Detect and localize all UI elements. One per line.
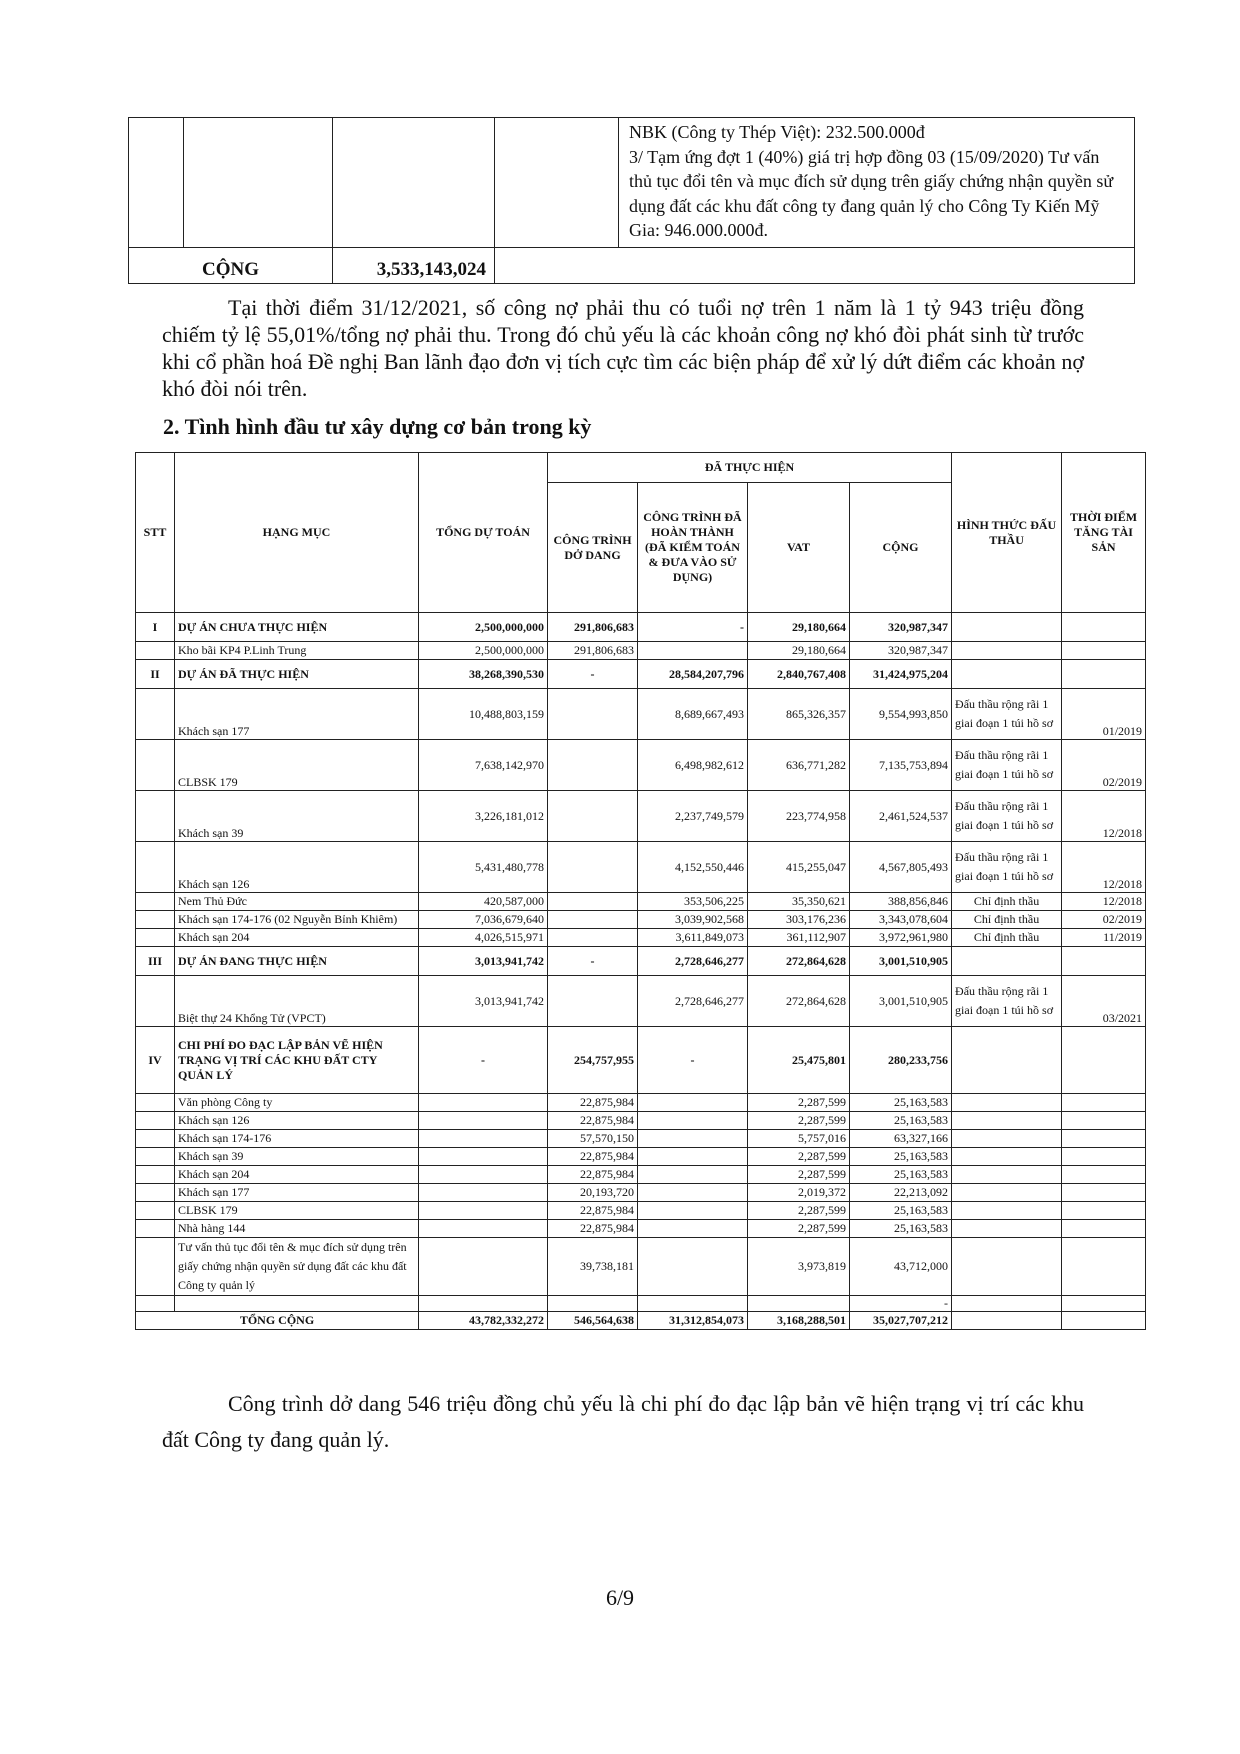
row-date: 01/2019 <box>1062 689 1146 740</box>
row-vat: 272,864,628 <box>748 976 850 1027</box>
group-total: 3,001,510,905 <box>850 947 952 976</box>
total-label: CỘNG <box>129 247 333 283</box>
row-name: Khách sạn 204 <box>175 929 419 947</box>
group-name: DỰ ÁN CHƯA THỰC HIỆN <box>175 613 419 642</box>
group-name: DỰ ÁN ĐANG THỰC HIỆN <box>175 947 419 976</box>
row-vat: 2,287,599 <box>748 1112 850 1130</box>
row-completed: 3,611,849,073 <box>638 929 748 947</box>
row-completed: 2,728,646,277 <box>638 976 748 1027</box>
row-name: CLBSK 179 <box>175 1202 419 1220</box>
row-total: 3,001,510,905 <box>850 976 952 1027</box>
group-vat: 29,180,664 <box>748 613 850 642</box>
header-stt: STT <box>136 453 175 613</box>
row-name: Nhà hàng 144 <box>175 1220 419 1238</box>
row-wip: 22,875,984 <box>548 1148 638 1166</box>
row-name: Biệt thự 24 Khổng Tử (VPCT) <box>175 976 419 1027</box>
row-completed: 2,237,749,579 <box>638 791 748 842</box>
row-estimate: 7,036,679,640 <box>419 911 548 929</box>
row-date: 12/2018 <box>1062 842 1146 893</box>
row-total: 4,567,805,493 <box>850 842 952 893</box>
row-total: 320,987,347 <box>850 642 952 660</box>
table-row <box>136 976 1146 1027</box>
group-vat: 25,475,801 <box>748 1027 850 1094</box>
grand-total-wip: 546,564,638 <box>548 1312 638 1330</box>
row-total: 9,554,993,850 <box>850 689 952 740</box>
table-row <box>136 1112 1146 1130</box>
group-estimate: 2,500,000,000 <box>419 613 548 642</box>
row-name: CLBSK 179 <box>175 740 419 791</box>
row-total: 43,712,000 <box>850 1238 952 1296</box>
row-vat: 2,287,599 <box>748 1148 850 1166</box>
group-total: 320,987,347 <box>850 613 952 642</box>
row-completed: 6,498,982,612 <box>638 740 748 791</box>
row-estimate: 3,226,181,012 <box>419 791 548 842</box>
group-row-i <box>136 613 1146 642</box>
receivables-paragraph: Tại thời điểm 31/12/2021, số công nợ phải thu có tuổi nợ trên 1 năm là 1 tỷ 943 triệu đồng chiếm tỷ lệ 55,01%/tổng nợ phải thu. Trong đó chủ yếu là các khoản công nợ khó đòi phát sinh từ trước khi cổ phần hoá Đề nghị Ban lãnh đạo đơn vị tích cực tìm các biện pháp để xử lý dứt điểm các khoản nợ khó đòi nói trên. <box>162 295 1084 401</box>
table-row <box>136 1148 1146 1166</box>
receivables-table-continuation <box>128 117 1135 284</box>
row-estimate: 7,638,142,970 <box>419 740 548 791</box>
receivables-note <box>619 118 1135 248</box>
table-header-row <box>136 453 1146 483</box>
row-name: Khách sạn 126 <box>175 842 419 893</box>
row-method: Chỉ định thầu <box>952 911 1062 929</box>
row-name: Khách sạn 204 <box>175 1166 419 1184</box>
row-total: 7,135,753,894 <box>850 740 952 791</box>
row-name: Khách sạn 39 <box>175 1148 419 1166</box>
group-completed: - <box>638 1027 748 1094</box>
row-total: 25,163,583 <box>850 1112 952 1130</box>
group-stt: IV <box>136 1027 175 1094</box>
group-name: CHI PHÍ ĐO ĐẠC LẬP BẢN VẼ HIỆN TRẠNG VỊ TRÍ CÁC KHU ĐẤT CTY QUẢN LÝ <box>175 1027 419 1094</box>
row-wip: 22,875,984 <box>548 1202 638 1220</box>
group-estimate: - <box>419 1027 548 1094</box>
total-amount: 3,533,143,024 <box>333 247 495 283</box>
row-total: 388,856,846 <box>850 893 952 911</box>
row-total: 22,213,092 <box>850 1184 952 1202</box>
group-row-iii <box>136 947 1146 976</box>
row-estimate: 10,488,803,159 <box>419 689 548 740</box>
row-wip: 22,875,984 <box>548 1220 638 1238</box>
row-estimate: 420,587,000 <box>419 893 548 911</box>
row-date: 02/2019 <box>1062 740 1146 791</box>
row-vat: 35,350,621 <box>748 893 850 911</box>
row-method: Đấu thầu rộng rãi 1 giai đoạn 1 túi hồ sơ <box>952 791 1062 842</box>
row-total: 63,327,166 <box>850 1130 952 1148</box>
table-row-total <box>129 247 1135 283</box>
row-method: Đấu thầu rộng rãi 1 giai đoạn 1 túi hồ sơ <box>952 842 1062 893</box>
row-vat: 2,287,599 <box>748 1220 850 1238</box>
table-row <box>136 642 1146 660</box>
header-wip: CÔNG TRÌNH DỞ DANG <box>548 483 638 613</box>
header-total: CỘNG <box>850 483 952 613</box>
group-completed: 2,728,646,277 <box>638 947 748 976</box>
row-total: 3,972,961,980 <box>850 929 952 947</box>
row-wip: 39,738,181 <box>548 1238 638 1296</box>
row-method: Đấu thầu rộng rãi 1 giai đoạn 1 túi hồ sơ <box>952 689 1062 740</box>
row-method: Chỉ định thầu <box>952 893 1062 911</box>
table-row <box>136 893 1146 911</box>
row-completed: 8,689,667,493 <box>638 689 748 740</box>
header-vat: VAT <box>748 483 850 613</box>
table-row <box>136 1296 1146 1312</box>
row-name: Khách sạn 174-176 (02 Nguyễn Bỉnh Khiêm) <box>175 911 419 929</box>
table-row <box>129 118 1135 248</box>
header-completed: CÔNG TRÌNH ĐÃ HOÀN THÀNH (ĐÃ KIỂM TOÁN & ĐƯA VÀO SỬ DỤNG) <box>638 483 748 613</box>
row-date: 11/2019 <box>1062 929 1146 947</box>
row-date: 03/2021 <box>1062 976 1146 1027</box>
header-item: HẠNG MỤC <box>175 453 419 613</box>
group-estimate: 3,013,941,742 <box>419 947 548 976</box>
table-row <box>136 842 1146 893</box>
row-vat: 636,771,282 <box>748 740 850 791</box>
row-method: Đấu thầu rộng rãi 1 giai đoạn 1 túi hồ sơ <box>952 976 1062 1027</box>
group-stt: I <box>136 613 175 642</box>
group-wip: - <box>548 947 638 976</box>
row-total: 25,163,583 <box>850 1094 952 1112</box>
table-row <box>136 1202 1146 1220</box>
row-total: 25,163,583 <box>850 1202 952 1220</box>
row-estimate: 2,500,000,000 <box>419 642 548 660</box>
row-date: 12/2018 <box>1062 791 1146 842</box>
row-vat: 2,287,599 <box>748 1166 850 1184</box>
wip-paragraph: Công trình dở dang 546 triệu đồng chủ yếu là chi phí đo đạc lập bản vẽ hiện trạng vị trí các khu đất Công ty đang quản lý. <box>162 1391 1084 1452</box>
table-row <box>136 1220 1146 1238</box>
group-total: 280,233,756 <box>850 1027 952 1094</box>
row-completed: 3,039,902,568 <box>638 911 748 929</box>
row-name: Tư vấn thủ tục đổi tên & mục đích sử dụng trên giấy chứng nhận quyền sử dụng đất các khu đất Công ty quản lý <box>175 1238 419 1296</box>
group-completed: - <box>638 613 748 642</box>
note-line: NBK (Công ty Thép Việt): 232.500.000đ <box>629 122 925 142</box>
row-total: 2,461,524,537 <box>850 791 952 842</box>
grand-total-estimate: 43,782,332,272 <box>419 1312 548 1330</box>
table-row <box>136 1094 1146 1112</box>
group-wip: 254,757,955 <box>548 1027 638 1094</box>
group-vat: 272,864,628 <box>748 947 850 976</box>
row-total: 25,163,583 <box>850 1220 952 1238</box>
row-name: Văn phòng Công ty <box>175 1094 419 1112</box>
section-heading: 2. Tình hình đầu tư xây dựng cơ bản trong kỳ <box>163 414 592 439</box>
table-row <box>136 1166 1146 1184</box>
group-wip: - <box>548 660 638 689</box>
row-total: 25,163,583 <box>850 1148 952 1166</box>
page-number: 6/9 <box>605 1585 635 1610</box>
row-vat: 2,019,372 <box>748 1184 850 1202</box>
row-name: Nem Thủ Đức <box>175 893 419 911</box>
row-vat: 865,326,357 <box>748 689 850 740</box>
group-estimate: 38,268,390,530 <box>419 660 548 689</box>
row-wip: 22,875,984 <box>548 1166 638 1184</box>
row-vat: 415,255,047 <box>748 842 850 893</box>
row-wip: 22,875,984 <box>548 1094 638 1112</box>
row-vat: 361,112,907 <box>748 929 850 947</box>
table-row <box>136 1238 1146 1296</box>
row-estimate: 5,431,480,778 <box>419 842 548 893</box>
grand-total-vat: 3,168,288,501 <box>748 1312 850 1330</box>
row-vat: 29,180,664 <box>748 642 850 660</box>
row-date: 12/2018 <box>1062 893 1146 911</box>
grand-total-completed: 31,312,854,073 <box>638 1312 748 1330</box>
table-row <box>136 911 1146 929</box>
row-estimate: 3,013,941,742 <box>419 976 548 1027</box>
row-method: Đấu thầu rộng rãi 1 giai đoạn 1 túi hồ sơ <box>952 740 1062 791</box>
row-vat: 5,757,016 <box>748 1130 850 1148</box>
row-date: 02/2019 <box>1062 911 1146 929</box>
row-completed: 353,506,225 <box>638 893 748 911</box>
row-vat: 3,973,819 <box>748 1238 850 1296</box>
row-name: Khách sạn 177 <box>175 1184 419 1202</box>
grand-total-total: 35,027,707,212 <box>850 1312 952 1330</box>
group-vat: 2,840,767,408 <box>748 660 850 689</box>
group-row-ii <box>136 660 1146 689</box>
note-line: 3/ Tạm ứng đợt 1 (40%) giá trị hợp đồng 03 (15/09/2020) Tư vấn thủ tục đổi tên và mục đích sử dụng trên giấy chứng nhận quyền sử dụng đất các khu đất công ty đang quản lý cho Công Ty Kiến Mỹ Gia: 946.000.000đ. <box>629 146 1114 240</box>
row-name: Kho bãi KP4 P.Linh Trung <box>175 642 419 660</box>
row-method: Chỉ định thầu <box>952 929 1062 947</box>
row-name: Khách sạn 177 <box>175 689 419 740</box>
grand-total-row <box>136 1312 1146 1330</box>
row-completed <box>638 642 748 660</box>
row-total: - <box>850 1296 952 1312</box>
row-wip: 57,570,150 <box>548 1130 638 1148</box>
row-vat: 303,176,236 <box>748 911 850 929</box>
row-estimate: 4,026,515,971 <box>419 929 548 947</box>
table-row <box>136 929 1146 947</box>
row-total: 25,163,583 <box>850 1166 952 1184</box>
group-stt: III <box>136 947 175 976</box>
group-total: 31,424,975,204 <box>850 660 952 689</box>
row-name: Khách sạn 126 <box>175 1112 419 1130</box>
row-vat: 2,287,599 <box>748 1094 850 1112</box>
row-vat: 223,774,958 <box>748 791 850 842</box>
row-name: Khách sạn 39 <box>175 791 419 842</box>
row-wip: 22,875,984 <box>548 1112 638 1130</box>
row-total: 3,343,078,604 <box>850 911 952 929</box>
table-row <box>136 1184 1146 1202</box>
header-estimate: TỔNG DỰ TOÁN <box>419 453 548 613</box>
row-wip: 291,806,683 <box>548 642 638 660</box>
investment-table <box>135 452 1146 1330</box>
header-method: HÌNH THỨC ĐẤU THẦU <box>952 453 1062 613</box>
header-date: THỜI ĐIỂM TĂNG TÀI SẢN <box>1062 453 1146 613</box>
row-completed: 4,152,550,446 <box>638 842 748 893</box>
group-name: DỰ ÁN ĐÃ THỰC HIỆN <box>175 660 419 689</box>
header-done-group: ĐÃ THỰC HIỆN <box>548 453 952 483</box>
row-wip: 20,193,720 <box>548 1184 638 1202</box>
group-wip: 291,806,683 <box>548 613 638 642</box>
table-row <box>136 689 1146 740</box>
row-name: Khách sạn 174-176 <box>175 1130 419 1148</box>
group-completed: 28,584,207,796 <box>638 660 748 689</box>
group-row-iv <box>136 1027 1146 1094</box>
group-stt: II <box>136 660 175 689</box>
row-vat: 2,287,599 <box>748 1202 850 1220</box>
grand-total-label: TỔNG CỘNG <box>136 1312 419 1330</box>
table-row <box>136 791 1146 842</box>
table-row <box>136 1130 1146 1148</box>
table-row <box>136 740 1146 791</box>
